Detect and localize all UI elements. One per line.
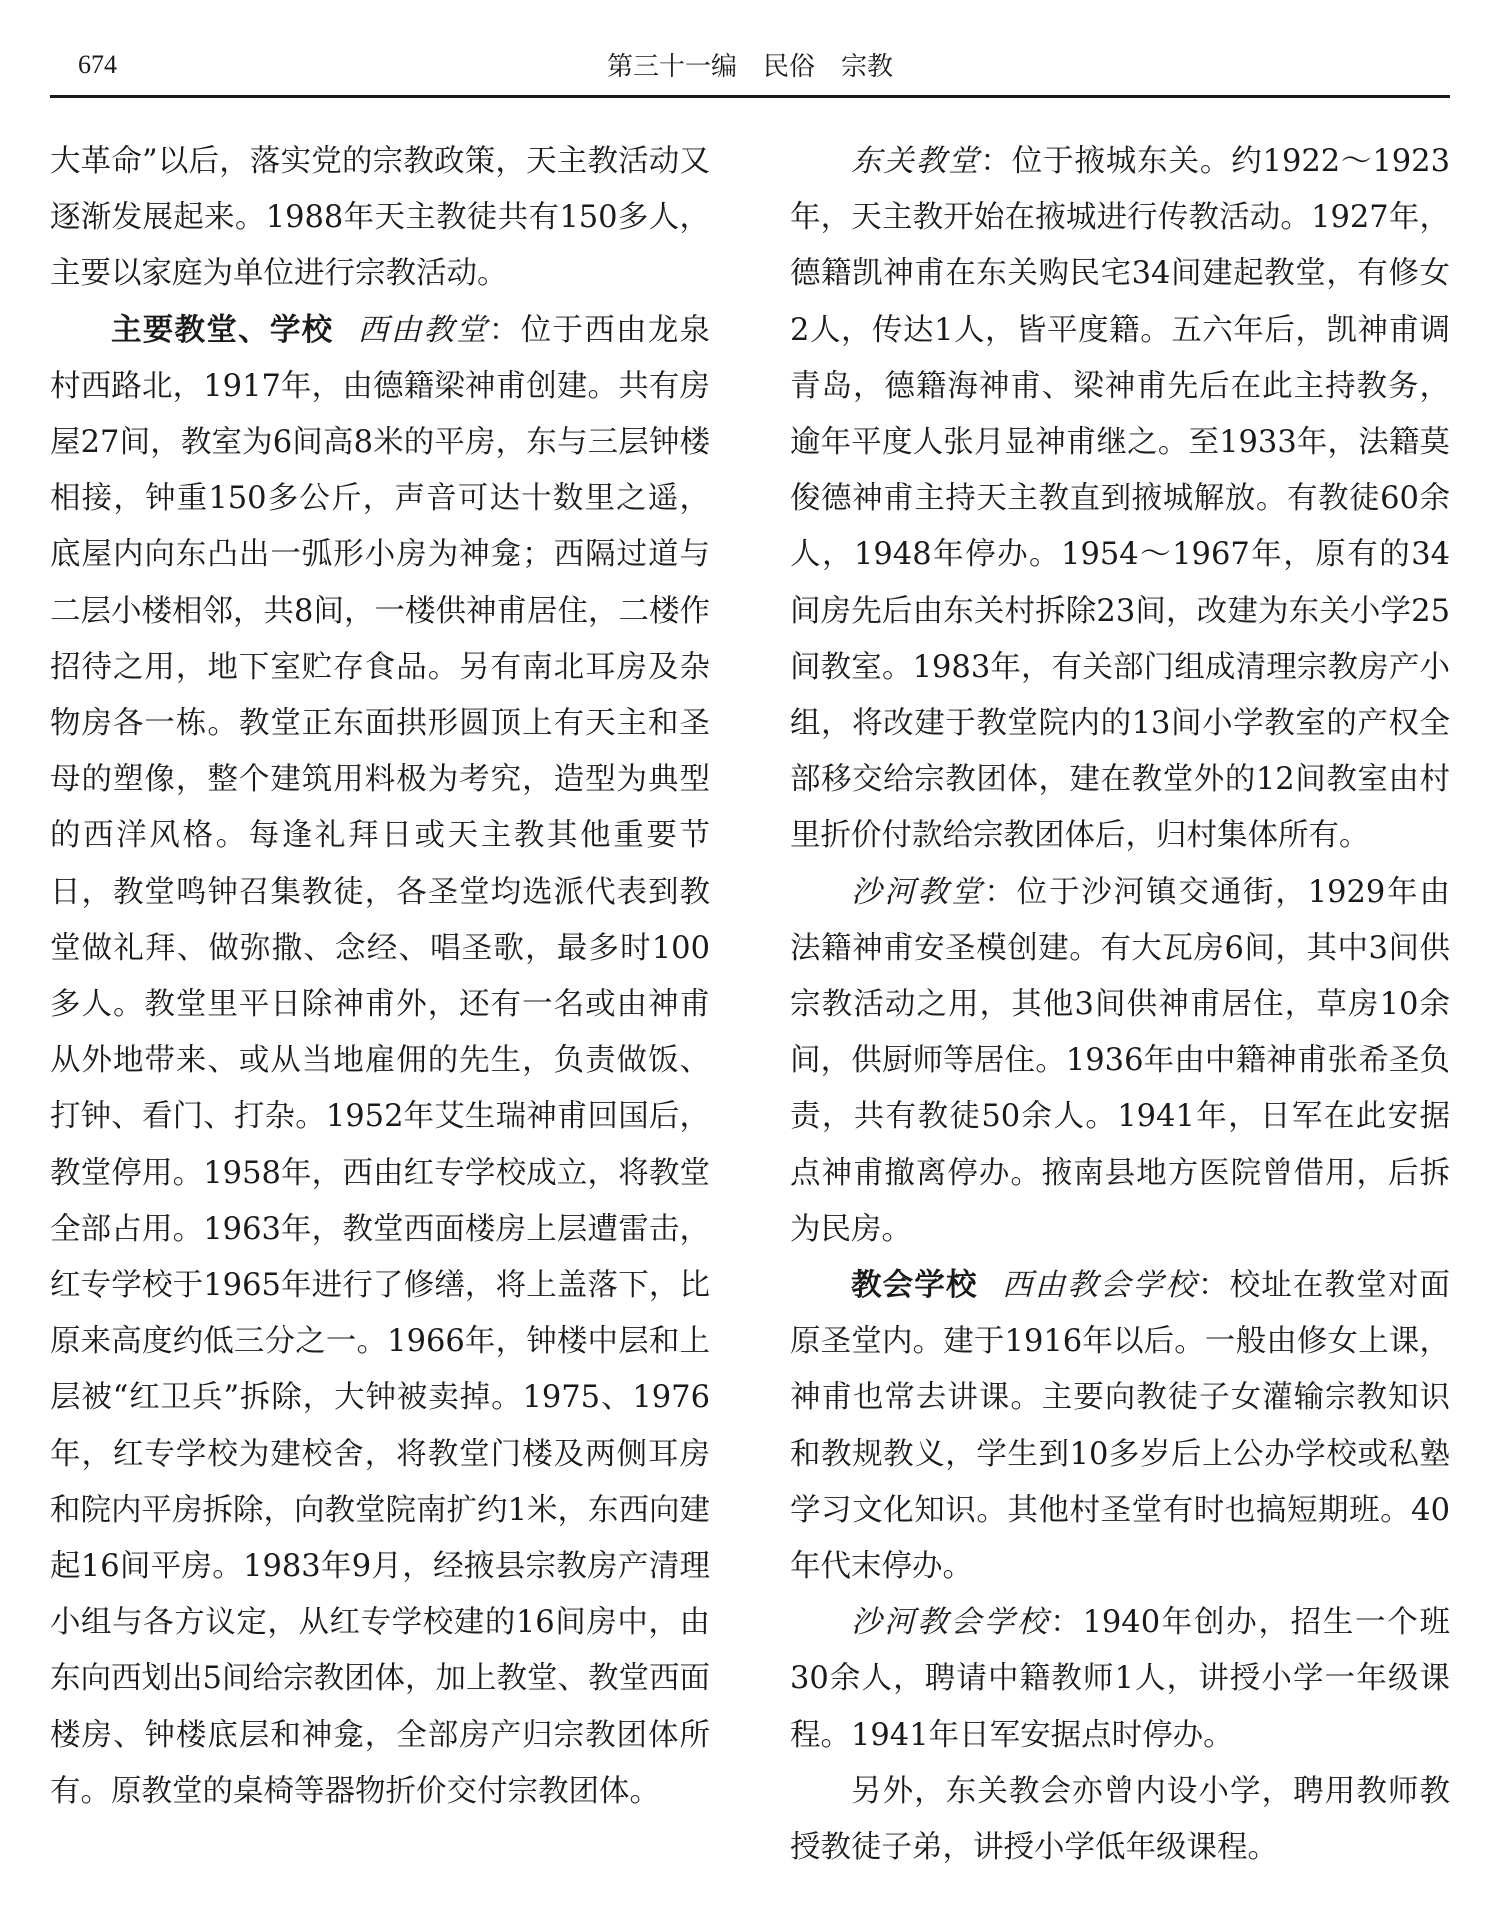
paragraph-dongguan-school: 另外，东关教会亦曾内设小学，聘用教师教授教徒子弟，讲授小学低年级课程。 — [790, 1773, 1450, 1866]
paragraph-text: ：位于西由龙泉村西路北，1917年，由德籍梁神甫创建。共有房屋27间，教室为6间高8米的平房，东与三层钟楼相接，钟重150多公斤，声音可达十数里之遥，底屋内向东凸出一弧形小房为神龛；西隔过道与二层小楼相邻，共8间，一楼供神甫居住，二楼作招待之用，地下室贮存食品。另有南北耳房及杂物房各一栋。教堂正东面拱形圆顶上有天主和圣母的塑像，整个建筑用料极为考究，造型为典型的西洋风格。每逢礼拜日或天主教其他重要节日，教堂鸣钟召集教徒，各圣堂均选派代表到教堂做礼拜、做弥撒、念经、唱圣歌，最多时100多人。教堂里平日除神甫外，还有一名或由神甫从外地带来、或从当地雇佣的先生，负责做饭、打钟、看门、打杂。1952年艾生瑞神甫回国后，教堂停用。1958年，西由红专学校成立，将教堂全部占用。1963年，教堂西面楼房上层遭雷击，红专学校于1965年进行了修缮，将上盖落下，比原来高度约低三分之一。1966年，钟楼中层和上层被“红卫兵”拆除，大钟被卖掉。1975、1976年，红专学校为建校舍，将教堂门楼及两侧耳房和院内平房拆除，向教堂院南扩约1米，东西向建起16间平房。1983年9月，经掖县宗教房产清理小组与各方议定，从红专学校建的16间房中，由东向西划出5间给宗教团体，加上教堂、教堂西面楼房、钟楼底层和神龛，全部房产归宗教团体所有。原教堂的桌椅等器物折价交付宗教团体。 — [50, 312, 711, 1809]
page-header — [50, 40, 1450, 92]
running-head: 第三十一编 民俗 宗教 — [606, 52, 893, 82]
paragraph-shahe-church — [790, 865, 1450, 1258]
subheading-xiyou-church: 西由教堂 — [357, 312, 489, 348]
paragraph-xiyou-church — [50, 303, 710, 1820]
section-heading-church-schools: 教会学校 — [851, 1268, 978, 1304]
right-column — [790, 134, 1450, 1876]
page-number: 674 — [78, 50, 117, 79]
paragraph-xiyou-church-school — [790, 1258, 1450, 1595]
paragraph-text: ：校址在教堂对面原圣堂内。建于1916年以后。一般由修女上课，神甫也常去讲课。主要向教徒子女灌输宗教知识和教规教义，学生到10多岁后上公办学校或私塾学习文化知识。其他村圣堂有时也搞短期班。40年代末停办。 — [790, 1268, 1451, 1585]
subheading-xiyou-church-school: 西由教会学校 — [1002, 1268, 1198, 1304]
header-rule — [50, 95, 1450, 98]
paragraph-text: ：位于掖城东关。约1922～1923年，天主教开始在掖城进行传教活动。1927年，德籍凯神甫在东关购民宅34间建起教堂，有修女2人，传达1人，皆平度籍。五六年后，凯神甫调青岛，德籍海神甫、梁神甫先后在此主持教务，逾年平度人张月显神甫继之。至1933年，法籍莫俊德神甫主持天主教直到掖城解放。有教徒60余人，1948年停办。1954～1967年，原有的34间房先后由东关村拆除23间，改建为东关小学25间教室。1983年，有关部门组成清理宗教房产小组，将改建于教堂院内的13间小学教室的产权全部移交给宗教团体，建在教堂外的12间教室由村里折价付款给宗教团体后，归村集体所有。 — [790, 144, 1450, 854]
subheading-shahe-church-school: 沙河教会学校 — [851, 1605, 1051, 1641]
subheading-dongguan-church: 东关教堂 — [851, 144, 981, 179]
paragraph-continuation: 大革命”以后，落实党的宗教政策，天主教活动又逐渐发展起来。1988年天主教徒共有150多人，主要以家庭为单位进行宗教活动。 — [50, 144, 710, 292]
subheading-shahe-church: 沙河教堂 — [851, 874, 985, 910]
paragraph-dongguan-church — [790, 134, 1450, 865]
section-heading-churches-schools: 主要教堂、学校 — [111, 312, 334, 348]
paragraph-shahe-church-school — [790, 1595, 1450, 1764]
paragraph-text: ：1940年创办，招生一个班30余人，聘请中籍教师1人，讲授小学一年级课程。1941年日军安据点时停办。 — [790, 1605, 1450, 1753]
left-column — [50, 134, 710, 1820]
paragraph-text: ：位于沙河镇交通街，1929年由法籍神甫安圣模创建。有大瓦房6间，其中3间供宗教活动之用，其他3间供神甫居住，草房10余间，供厨师等居住。1936年由中籍神甫张希圣负责，共有教徒50余人。1941年，日军在此安据点神甫撤离停办。掖南县地方医院曾借用，后拆为民房。 — [790, 874, 1450, 1247]
